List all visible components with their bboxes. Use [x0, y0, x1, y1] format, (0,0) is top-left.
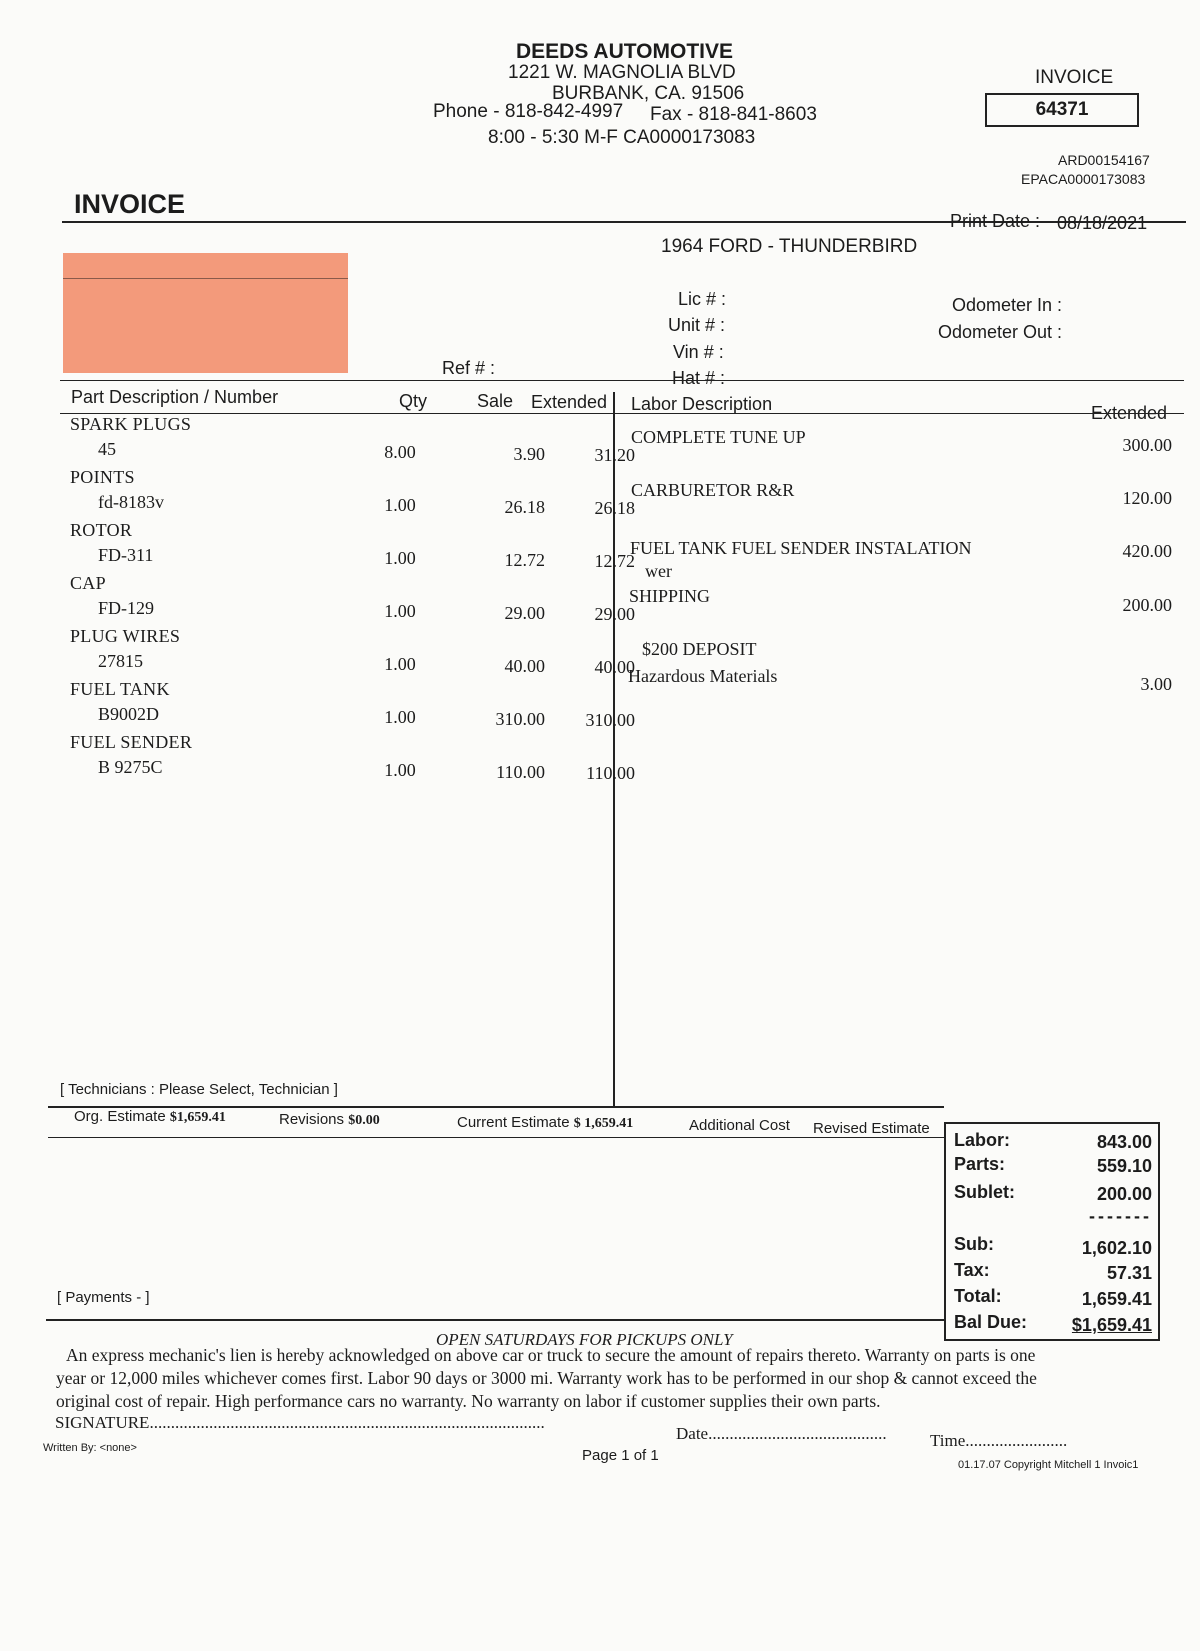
table-row	[60, 573, 635, 626]
sublet-total: 200.00	[1096, 1184, 1152, 1204]
table-row	[60, 467, 635, 520]
invoice-number: 64371	[985, 93, 1139, 127]
estimate-bottom-line	[48, 1137, 944, 1138]
org-estimate-value: $1,659.41	[169, 1110, 226, 1125]
labor-total: 843.00	[1096, 1132, 1152, 1152]
labor-header-extended: Extended	[1091, 403, 1168, 423]
sublet-total-label: Sublet:	[954, 1182, 1015, 1202]
labor-amount: 120.00	[1122, 488, 1172, 508]
part-number: B 9275C	[98, 757, 163, 777]
labor-description-sub: wer	[645, 561, 672, 581]
additional-cost-label: Additional Cost	[689, 1117, 790, 1134]
copyright: 01.17.07 Copyright Mitchell 1 Invoic1	[958, 1459, 1139, 1471]
legal-text-line3: original cost of repair. High performance cars no warranty. No warranty on labor if customer supplies their own parts.	[56, 1391, 881, 1411]
part-sale: 110.00	[496, 762, 545, 782]
shop-phone: Phone - 818-842-4997	[433, 101, 624, 122]
signature-line: SIGNATURE.............................................................................................	[55, 1413, 545, 1432]
parts-total: 559.10	[1096, 1156, 1152, 1176]
parts-header-qty: Qty	[399, 391, 428, 411]
print-date-label: Print Date :	[950, 211, 1041, 231]
legal-text-line2: year or 12,000 miles whichever comes first. Labor 90 days or 3000 mi. Warranty work has to be performed in our shop & cannot exceed the	[56, 1368, 1037, 1388]
revisions-value: $0.00	[348, 1113, 380, 1128]
part-extended: 12.72	[594, 551, 635, 571]
part-qty: 1.00	[384, 654, 416, 674]
legal-text-line1: An express mechanic's lien is hereby acknowledged on above car or truck to secure the amount of repairs thereto. Warranty on parts is one	[66, 1345, 1036, 1365]
total-label: Total:	[954, 1286, 1002, 1306]
revised-estimate-label: Revised Estimate	[813, 1120, 930, 1137]
balance-due-label: Bal Due:	[954, 1312, 1028, 1332]
table-row	[60, 679, 635, 732]
table-row	[60, 414, 635, 467]
date-line: Date..........................................	[676, 1424, 887, 1443]
vin-label: Vin # :	[673, 342, 724, 362]
parts-header-description: Part Description / Number	[71, 387, 279, 407]
lic-label: Lic # :	[678, 289, 727, 309]
part-qty: 1.00	[384, 707, 416, 727]
table-row	[60, 732, 635, 785]
redaction-line	[63, 278, 348, 279]
page-title: INVOICE	[74, 189, 186, 219]
shop-address-line2: BURBANK, CA. 91506	[552, 83, 745, 104]
org-estimate	[74, 1108, 226, 1126]
labor-header-description: Labor Description	[631, 394, 773, 414]
part-sale: 3.90	[513, 444, 545, 464]
part-sale: 26.18	[504, 497, 545, 517]
part-name: POINTS	[70, 467, 135, 487]
part-extended: 40.00	[594, 657, 635, 677]
part-sale: 310.00	[495, 709, 545, 729]
page-number: Page 1 of 1	[582, 1447, 659, 1464]
part-sale: 29.00	[504, 603, 545, 623]
open-saturdays-note: OPEN SATURDAYS FOR PICKUPS ONLY	[436, 1330, 733, 1349]
part-number: B9002D	[98, 704, 160, 724]
labor-amount: 300.00	[1122, 435, 1172, 455]
ref-label: Ref # :	[442, 358, 496, 378]
shop-hours: 8:00 - 5:30 M-F CA0000173083	[488, 127, 756, 148]
part-name: CAP	[70, 573, 106, 593]
payments-line	[46, 1319, 944, 1321]
part-number: 27815	[98, 651, 143, 671]
shop-address-line1: 1221 W. MAGNOLIA BLVD	[508, 62, 736, 83]
part-qty: 1.00	[384, 760, 416, 780]
labor-description: SHIPPING	[629, 586, 711, 606]
part-number: fd-8183v	[98, 492, 164, 512]
vehicle-description: 1964 FORD - THUNDERBIRD	[661, 236, 918, 257]
payments-note: [ Payments - ]	[57, 1289, 150, 1306]
written-by: Written By: <none>	[43, 1442, 137, 1454]
parts-header-sale: Sale	[477, 391, 514, 411]
part-extended: 31.20	[594, 445, 635, 465]
part-name: ROTOR	[70, 520, 133, 540]
labor-description: Hazardous Materials	[628, 666, 778, 686]
print-date: 08/18/2021	[1057, 213, 1148, 233]
table-top-line	[60, 380, 1184, 381]
labor-total-label: Labor:	[954, 1130, 1010, 1150]
labor-amount: 420.00	[1122, 541, 1172, 561]
labor-description: FUEL TANK FUEL SENDER INSTALATION	[630, 538, 972, 558]
current-estimate	[457, 1114, 633, 1132]
totals-box	[944, 1122, 1160, 1341]
table-row	[60, 626, 635, 679]
part-extended: 29.00	[594, 604, 635, 624]
part-name: SPARK PLUGS	[70, 414, 192, 434]
shop-name: DEEDS AUTOMOTIVE	[516, 40, 734, 63]
parts-header-extended: Extended	[531, 392, 608, 412]
part-number: FD-129	[98, 598, 155, 618]
time-line: Time........................	[930, 1431, 1068, 1450]
current-estimate-value: $ 1,659.41	[573, 1116, 634, 1131]
revisions-label: Revisions	[279, 1111, 345, 1128]
part-extended: 310.00	[585, 710, 635, 730]
customer-info-redaction	[63, 253, 348, 373]
tax-label: Tax:	[954, 1260, 990, 1280]
part-name: FUEL TANK	[70, 679, 170, 699]
hat-label: Hat # :	[672, 368, 726, 388]
part-qty: 1.00	[384, 601, 416, 621]
part-sale: 40.00	[504, 656, 545, 676]
current-estimate-label: Current Estimate	[457, 1114, 570, 1131]
epa-number: EPACA0000173083	[1021, 171, 1146, 187]
odometer-in-label: Odometer In :	[952, 295, 1063, 315]
part-qty: 1.00	[384, 495, 416, 515]
part-name: FUEL SENDER	[70, 732, 193, 752]
labor-description: $200 DEPOSIT	[642, 639, 757, 659]
ard-number: ARD00154167	[1058, 152, 1150, 168]
part-qty: 1.00	[384, 548, 416, 568]
part-extended: 26.18	[594, 498, 635, 518]
part-name: PLUG WIRES	[70, 626, 181, 646]
tax: 57.31	[1106, 1263, 1152, 1283]
part-qty: 8.00	[384, 442, 416, 462]
part-extended: 110.00	[586, 763, 635, 783]
balance-due: $1,659.41	[1071, 1315, 1152, 1335]
invoice-label: INVOICE	[1035, 67, 1114, 88]
part-number: 45	[98, 439, 116, 459]
labor-description: COMPLETE TUNE UP	[631, 427, 806, 447]
totals-dashes: -------	[1089, 1206, 1152, 1226]
parts-total-label: Parts:	[954, 1154, 1006, 1174]
labor-amount: 3.00	[1140, 674, 1172, 694]
revisions	[279, 1111, 380, 1129]
table-row	[60, 520, 635, 573]
subtotal: 1,602.10	[1081, 1238, 1152, 1258]
labor-description: CARBURETOR R&R	[631, 480, 795, 500]
org-estimate-label: Org. Estimate	[74, 1108, 166, 1125]
labor-amount: 200.00	[1122, 595, 1172, 615]
part-sale: 12.72	[504, 550, 545, 570]
subtotal-label: Sub:	[954, 1234, 994, 1254]
shop-fax: Fax - 818-841-8603	[650, 104, 817, 125]
technicians-note: [ Technicians : Please Select, Technician ]	[60, 1081, 338, 1098]
unit-label: Unit # :	[668, 315, 726, 335]
odometer-out-label: Odometer Out :	[938, 322, 1063, 342]
part-number: FD-311	[98, 545, 154, 565]
total: 1,659.41	[1081, 1289, 1152, 1309]
